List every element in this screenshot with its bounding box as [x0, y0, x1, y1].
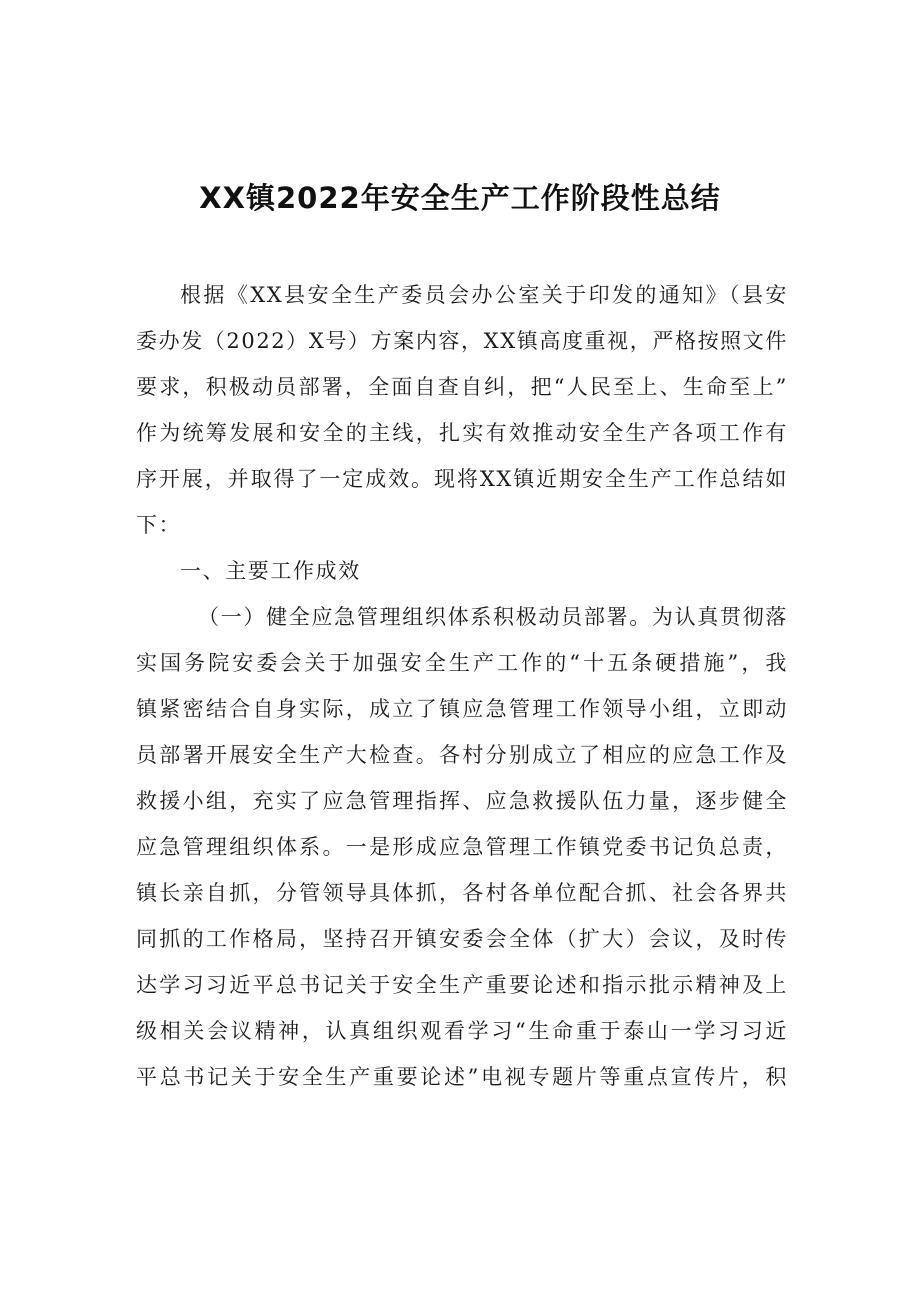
paragraph-line: 达学习习近平总书记关于安全生产重要论述和指示批示精神及上 [136, 973, 788, 997]
subsection-paragraph [136, 594, 788, 1100]
paragraph-line: 委办发（2022）X号）方案内容，XX镇高度重视，严格按照文件 [136, 329, 788, 353]
paragraph-line: 要求，积极动员部署，全面自查自纠，把“人民至上、生命至上” [136, 375, 788, 399]
paragraph-line: 员部署开展安全生产大检查。各村分别成立了相应的应急工作及 [136, 743, 788, 767]
paragraph-line: 序开展，并取得了一定成效。现将XX镇近期安全生产工作总结如 [136, 467, 788, 491]
paragraph-line: 镇紧密结合自身实际，成立了镇应急管理工作领导小组，立即动 [136, 697, 788, 721]
paragraph-line: 根据《XX县安全生产委员会办公室关于印发的通知》（县安 [180, 283, 788, 307]
paragraph-line: 救援小组，充实了应急管理指挥、应急救援队伍力量，逐步健全 [136, 789, 788, 813]
paragraph-line: 下： [136, 513, 182, 537]
paragraph-line: （一）健全应急管理组织体系积极动员部署。为认真贯彻落 [198, 605, 788, 629]
paragraph-line: 实国务院安委会关于加强安全生产工作的“十五条硬措施”，我 [136, 651, 788, 675]
document-title: XX镇2022年安全生产工作阶段性总结 [199, 181, 721, 215]
paragraph-line: 级相关会议精神，认真组织观看学习“生命重于泰山一学习习近 [136, 1019, 788, 1043]
paragraph-line: 平总书记关于安全生产重要论述”电视专题片等重点宣传片，积 [136, 1065, 788, 1089]
paragraph-line: 同抓的工作格局，坚持召开镇安委会全体（扩大）会议，及时传 [136, 927, 788, 951]
section-heading-text: 一、主要工作成效 [180, 559, 361, 583]
paragraph-line: 作为统筹发展和安全的主线，扎实有效推动安全生产各项工作有 [136, 421, 788, 445]
intro-paragraph [136, 272, 788, 548]
paragraph-line: 镇长亲自抓，分管领导具体抓，各村各单位配合抓、社会各界共 [136, 881, 788, 905]
paragraph-line: 应急管理组织体系。一是形成应急管理工作镇党委书记负总责， [136, 835, 788, 859]
section-heading [136, 548, 788, 594]
